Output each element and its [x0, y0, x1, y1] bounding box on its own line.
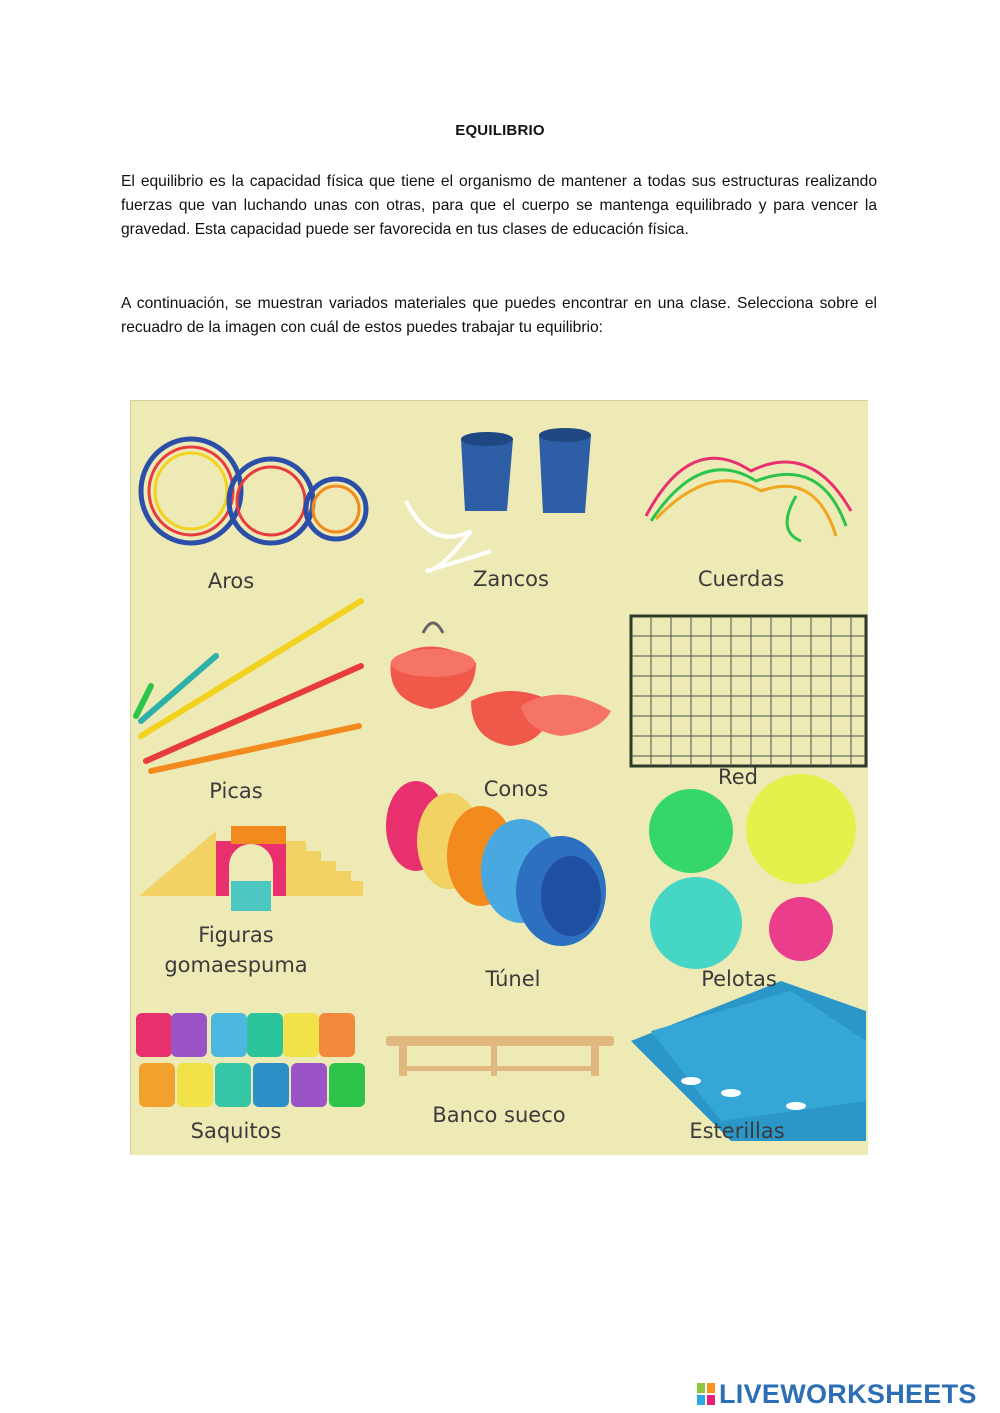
label-cuerdas: Cuerdas	[697, 567, 785, 591]
label-conos: Conos	[483, 777, 549, 801]
logo-square-green	[697, 1383, 705, 1393]
saquitos-picture	[136, 1013, 365, 1107]
tunel-picture	[386, 781, 606, 946]
label-zancos: Zancos	[473, 567, 549, 591]
banco-picture	[386, 1036, 614, 1076]
liveworksheets-logo	[697, 1376, 977, 1412]
aros-picture	[141, 439, 366, 543]
logo-text: LIVEWORKSHEETS	[719, 1378, 977, 1409]
pelotas-picture	[649, 774, 856, 969]
label-esterillas: Esterillas	[689, 1119, 785, 1143]
label-gomaespuma: gomaespuma	[164, 953, 308, 977]
instruction-paragraph: A continuación, se muestran variados materiales que puedes encontrar en una clase. Selecciona sobre el recuadro de la imagen con cuál de estos puedes trabajar tu equilibrio:	[121, 295, 877, 336]
logo-square-orange	[707, 1383, 715, 1393]
figuras-picture	[139, 826, 363, 911]
conos-picture	[391, 623, 612, 746]
cuerdas-picture	[646, 458, 851, 541]
materials-image	[130, 400, 868, 1155]
label-banco: Banco sueco	[432, 1103, 566, 1127]
worksheet-title: EQUILIBRIO	[455, 122, 545, 139]
zancos-picture	[406, 428, 591, 571]
label-tunel: Túnel	[485, 967, 541, 991]
label-aros: Aros	[207, 569, 255, 593]
label-figuras: Figuras	[198, 923, 274, 947]
label-saquitos: Saquitos	[190, 1119, 282, 1143]
label-red: Red	[718, 765, 758, 789]
red-picture	[631, 616, 866, 766]
logo-square-blue	[697, 1395, 705, 1405]
label-pelotas: Pelotas	[701, 967, 777, 991]
label-picas: Picas	[209, 779, 263, 803]
logo-square-pink	[707, 1395, 715, 1405]
logo-mark-icon	[697, 1383, 715, 1405]
intro-paragraph: El equilibrio es la capacidad física que tiene el organismo de mantener a todas sus estructuras realizando fuerzas que van luchando unas con otras, para que el cuerpo se mantenga equilibrado y para vencer la gravedad. Esta capacidad puede ser favorecida en tus clases de educación física.	[121, 173, 877, 238]
picas-picture	[136, 601, 361, 771]
